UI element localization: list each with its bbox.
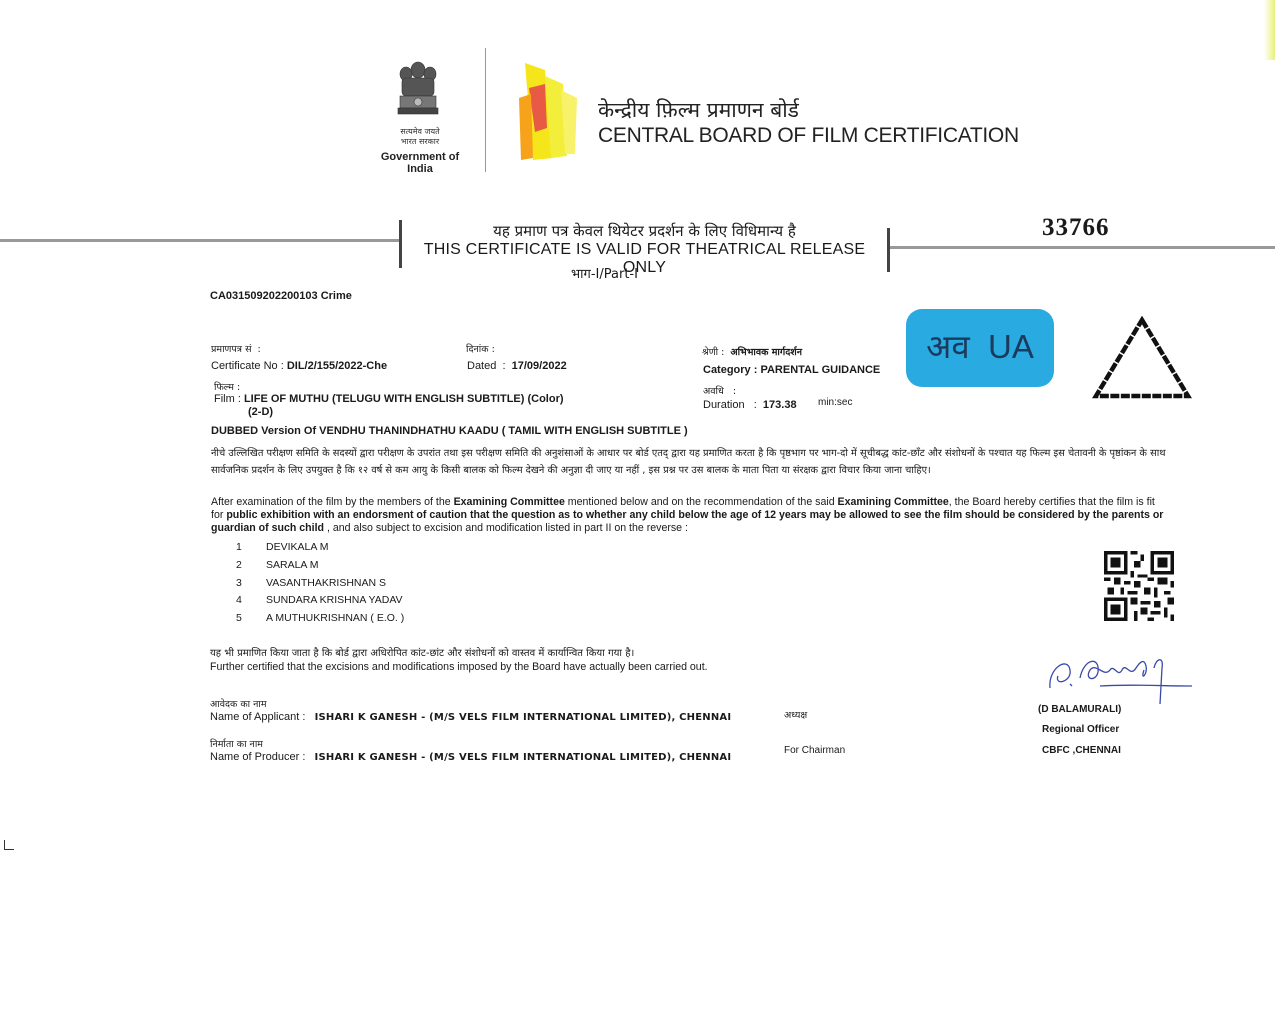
chairman-label: For Chairman [784, 745, 846, 756]
committee-member: 1 DEVIKALA M [236, 541, 329, 553]
caution-triangle-icon [1092, 316, 1192, 402]
banner-rule-left [0, 239, 400, 242]
cbfc-logo-icon [515, 58, 585, 163]
applicant-label-hindi: आवेदक का नाम [210, 699, 267, 710]
producer-label: Name of Producer [210, 751, 300, 763]
date-label-hindi: दिनांक : [466, 344, 495, 355]
date-row: Dated : 17/09/2022 [467, 360, 567, 372]
certificate-number-row: Certificate No : DIL/2/155/2022-Che [211, 360, 388, 372]
board-name-english: CENTRAL BOARD OF FILM CERTIFICATION [598, 124, 1019, 147]
rating-hindi: अव [926, 327, 970, 366]
certification-text-hindi: नीचे उल्लिखित परीक्षण समिति के सदस्यों द्वारा परीक्षण के उपरांत तथा इस परीक्षण समिति की अनुशंसाओं के आधार पर बोर्ड एतद् द्वारा यह प्रमाणित करता है कि पृष्ठभाग पर भाग-दो में सूचीबद्ध कांट-छाँट और संशोधनों के पश्चात यह फिल्म इस चेतावनी के पृष्ठांकन के साथ सार्वजनिक प्रदर्शन के लिए उपयुक्त है कि १२ वर्ष से कम आयु के किसी बालक को फिल्म देखने की अनुज्ञा दी जाए या नहीं , इस प्रश्न पर उस बालक के माता पिता या संरक्षक द्वारा विचार किया जाना चाहिए। [211, 448, 1166, 476]
film-row: Film : LIFE OF MUTHU (TELUGU WITH ENGLISH SUBTITLE) (Color) [214, 393, 564, 405]
officer-name: (D BALAMURALI) [1038, 704, 1122, 715]
rating-code: UA [988, 328, 1034, 365]
qr-code-icon [1103, 551, 1175, 621]
dubbed-note: DUBBED Version Of VENDHU THANINDHATHU KAADU ( TAMIL WITH ENGLISH SUBTITLE ) [211, 425, 688, 437]
film-format: (2-D) [248, 406, 274, 418]
rating-badge [906, 309, 1054, 387]
certificate-date: 17/09/2022 [511, 360, 567, 372]
committee-member: 4 SUNDARA KRISHNA YADAV [236, 594, 403, 606]
producer-row: Name of Producer : ISHARI K GANESH - (M/S VELS FILM INTERNATIONAL LIMITED), CHENNAI [210, 751, 732, 763]
banner-rule-right [890, 246, 1275, 249]
duration-row: Duration : 173.38 min:sec [703, 397, 853, 411]
committee-member: 5 A MUTHUKRISHNAN ( E.O. ) [236, 612, 405, 624]
further-certified-english: Further certified that the excisions and modifications imposed by the Board have actually been carried out. [210, 661, 708, 673]
film-title: LIFE OF MUTHU (TELUGU WITH ENGLISH SUBTITLE) (Color) [243, 393, 564, 405]
category-label: Category [703, 364, 751, 376]
applicant-name: ISHARI K GANESH - (M/S VELS FILM INTERNATIONAL LIMITED), CHENNAI [314, 712, 732, 723]
further-certified-hindi: यह भी प्रमाणित किया जाता है कि बोर्ड द्वारा अधिरोपित कांट-छांट और संशोधनों को वास्तव में कार्यान्वित किया गया है। [210, 648, 635, 659]
category-hindi: अभिभावक मार्गदर्शन [730, 347, 803, 358]
duration-label: Duration [703, 399, 745, 411]
producer-label-hindi: निर्माता का नाम [210, 739, 263, 750]
certification-text-english: After examination of the film by the members of the Examining Committee mentioned below and on the recommendation of the said Examining Committee, the Board hereby certifies that the film is fit for public exhibition with an endorsment of caution that the question as to whether any child below the age of 12 years may be allowed to see the film should be considered by the parents or guardian of such child , and also subject to excision and modification listed in part II on the reverse : [211, 496, 1164, 534]
validity-note-hindi: यह प्रमाण पत्र केवल थियेटर प्रदर्शन के लिए विधिमान्य है [493, 222, 796, 240]
page-edge-tint [1264, 0, 1275, 60]
category-value: PARENTAL GUIDANCE [760, 364, 881, 376]
government-of-india-label: Government of India [380, 151, 460, 175]
committee-member: 2 SARALA M [236, 559, 319, 571]
film-label-hindi: फिल्म : [214, 382, 241, 393]
header-divider [485, 48, 486, 172]
emblem-caption: सत्यमेव जयते भारत सरकार [400, 127, 440, 146]
category-row-hindi: श्रेणी : अभिभावक मार्गदर्शन [702, 347, 803, 358]
duration-unit: min:sec [817, 397, 853, 408]
committee-member: 3 VASANTHAKRISHNAN S [236, 577, 386, 589]
film-label: Film [214, 393, 235, 405]
officer-signature [1040, 648, 1200, 708]
board-name-hindi: केन्द्रीय फ़िल्म प्रमाणन बोर्ड [598, 98, 799, 122]
certificate-number: DIL/2/155/2022-Che [286, 360, 388, 372]
applicant-row: Name of Applicant : ISHARI K GANESH - (M/S VELS FILM INTERNATIONAL LIMITED), CHENNAI [210, 711, 732, 723]
chairman-label-hindi: अध्यक्ष [784, 710, 808, 721]
margin-corner-mark [4, 840, 14, 850]
national-emblem-icon [393, 60, 443, 126]
date-label: Dated [467, 360, 497, 372]
serial-number: 33766 [1042, 214, 1110, 241]
validity-note-english: THIS CERTIFICATE IS VALID FOR THEATRICAL RELEASE ONLY [423, 241, 866, 276]
producer-name: ISHARI K GANESH - (M/S VELS FILM INTERNATIONAL LIMITED), CHENNAI [314, 752, 732, 763]
duration-label-hindi: अवधि : [703, 386, 737, 397]
reference-code: CA031509202200103 Crime [210, 290, 352, 302]
duration-value: 173.38 [762, 399, 797, 411]
part-label: भाग-I/Part-I [571, 267, 638, 282]
officer-office: CBFC ,CHENNAI [1042, 745, 1121, 756]
category-row: Category : PARENTAL GUIDANCE [703, 364, 881, 376]
applicant-label: Name of Applicant [210, 711, 300, 723]
officer-title: Regional Officer [1042, 724, 1120, 735]
banner-bracket-right [887, 228, 890, 272]
certificate-number-label: Certificate No [211, 360, 278, 372]
certificate-number-label-hindi: प्रमाणपत्र सं : [211, 344, 261, 355]
